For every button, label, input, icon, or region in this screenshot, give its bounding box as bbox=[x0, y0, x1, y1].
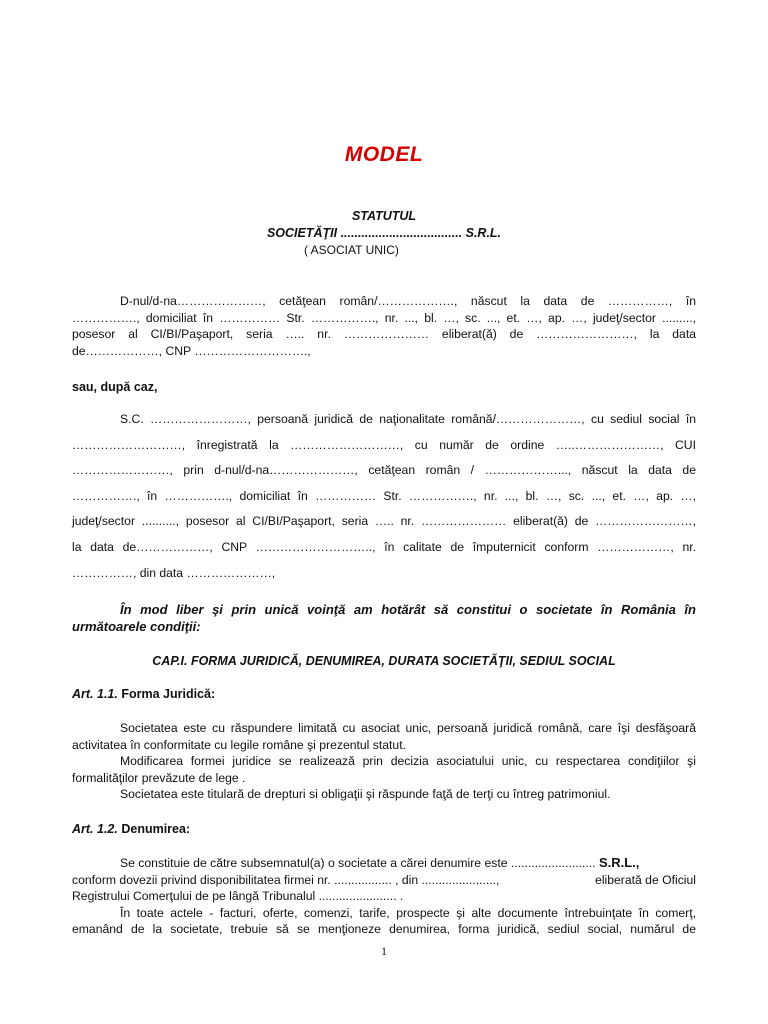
company-line-5: judeţ/sector .........., posesor al CI/BI/Paşaport, seria ….. nr. ………………… eliberat(ă) de ……………………, bbox=[72, 514, 696, 529]
decision-line-1: În mod liber şi prin unică voinţă am hotărât să constitui o societate în România în bbox=[120, 602, 696, 617]
article-1-2-heading bbox=[72, 822, 190, 836]
art2-p2-line-2: emanând de la societate, trebuie să se menţioneze denumirea, forma juridică, sediul social, numărul de bbox=[72, 922, 696, 937]
company-line-2: ………………………, înregistrată la ………………………, cu număr de ordine …..…………………, CUI bbox=[72, 437, 696, 452]
company-line-6: la data de………………, CNP ……………………….., în calitate de împuternicit conform ………………, nr. bbox=[72, 539, 696, 554]
person-line-1: D-nul/d-na…………………, cetăţean român/………………., născut la data de ……………, în bbox=[120, 294, 696, 308]
article-1-1-body bbox=[72, 720, 696, 803]
issued-by-label: eliberată de Oficiul bbox=[595, 872, 696, 887]
model-title: MODEL bbox=[344, 143, 424, 166]
article-1-2-body bbox=[72, 855, 696, 938]
company-line-1: S.C. ……………………, persoană juridică de naţionalitate română/…………………, cu sediul social în bbox=[120, 412, 696, 426]
article-1-1-title: Forma Juridică: bbox=[121, 687, 216, 701]
person-line-3: posesor al CI/BI/Paşaport, seria ….. nr. ………………… eliberat(ă) de ……………………, la data bbox=[72, 327, 696, 342]
article-1-1-heading bbox=[72, 687, 215, 701]
decision-paragraph bbox=[72, 602, 696, 635]
art1-p1-line-1: Societatea este cu răspundere limitată cu asociat unic, persoană juridică română, care îşi desfăşoară bbox=[120, 721, 696, 735]
company-name-line: SOCIETĂŢII ................................... S.R.L. bbox=[266, 226, 502, 240]
article-1-2-title: Denumirea: bbox=[121, 822, 191, 836]
art2-p2-line-1: În toate actele - facturi, oferte, comenzi, tarife, prospecte şi alte documente întrebuinţate în comerţ, bbox=[120, 905, 696, 920]
art1-p2-line-2: formalităţilor prevăzute de lege . bbox=[72, 770, 246, 785]
statute-heading: STATUTUL bbox=[351, 209, 417, 223]
art2-p1-line-1-text: Se constituie de către subsemnatul(a) o societate a cărei denumire este ......................... bbox=[120, 856, 596, 870]
decision-line-2: următoarele condiţii: bbox=[72, 618, 201, 634]
page-number: 1 bbox=[381, 944, 387, 958]
company-line-7: ……………, din data …………………, bbox=[72, 565, 276, 580]
srl-label: S.R.L., bbox=[598, 855, 640, 870]
art2-p1-line-2 bbox=[72, 872, 696, 889]
person-line-2: ……………., domiciliat în …………… Str. ……………., nr. ..., bl. …, sc. ..., et. …, ap. …, judeţ/sector ........., bbox=[72, 310, 696, 325]
article-1-2-number: Art. 1.2. bbox=[72, 822, 118, 836]
art2-p1-line-1 bbox=[72, 855, 696, 872]
art1-p1-line-2: activitatea în conformitate cu legile române şi prezentul statut. bbox=[72, 737, 406, 752]
person-line-4: de………………, CNP ………………………., bbox=[72, 343, 311, 358]
art1-p3-line-1: Societatea este titulară de drepturi si obligaţii şi răspunde faţă de terţi cu întreg patrimoniul. bbox=[120, 787, 611, 802]
company-paragraph bbox=[72, 407, 696, 586]
chapter-heading: CAP.I. FORMA JURIDICĂ, DENUMIREA, DURATA SOCIETĂŢII, SEDIUL SOCIAL bbox=[152, 654, 616, 668]
person-paragraph bbox=[72, 293, 696, 359]
sole-associate-note: ( ASOCIAT UNIC) bbox=[304, 243, 399, 257]
art2-p1-line-3: Registrului Comerţului de pe lângă Tribunalul ....................... . bbox=[72, 889, 404, 904]
art2-p1-line-2-text: conform dovezii privind disponibilitatea firmei nr. ................. , din ......................, bbox=[72, 872, 500, 887]
company-line-3: ……………………, prin d-nul/d-na…………………, cetăţean român / ………………..., născut la data de bbox=[72, 463, 696, 478]
or-case-label: sau, după caz, bbox=[72, 380, 158, 394]
article-1-1-number: Art. 1.1. bbox=[72, 687, 118, 701]
art1-p2-line-1: Modificarea formei juridice se realizează prin decizia asociatului unic, cu respectarea condiţiilor şi bbox=[120, 754, 696, 769]
company-line-4: ……………., în ……………., domiciliat în …………… Str. ……………., nr. ..., bl. …, sc. ..., et. …, ap. …, bbox=[72, 488, 696, 503]
